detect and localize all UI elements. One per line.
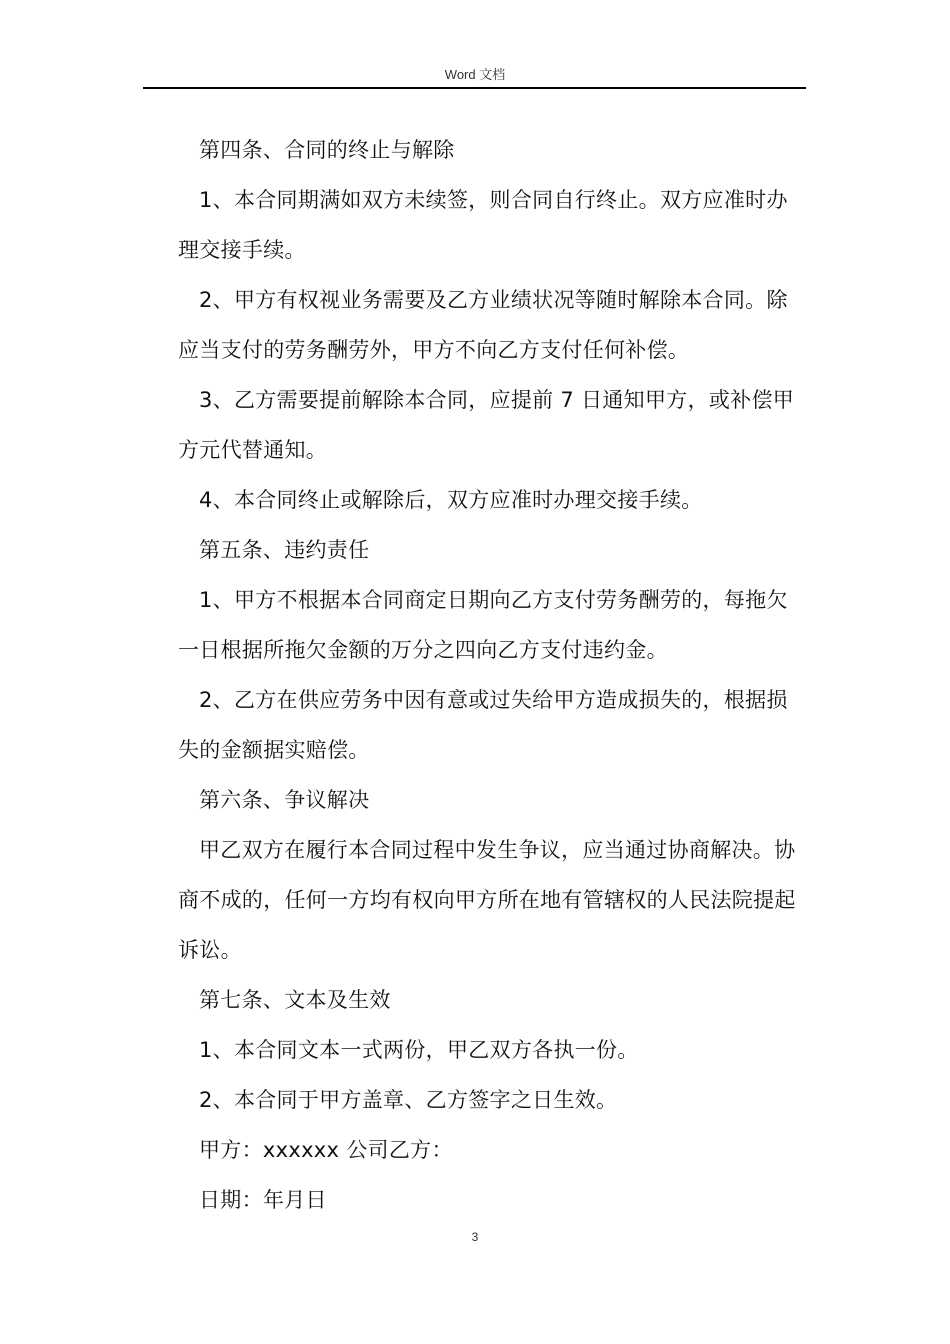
section-heading-liability: 第五条、违约责任 (199, 538, 370, 562)
page-header-title: Word 文档 (444, 67, 506, 82)
section-heading-dispute: 第六条、争议解决 (199, 788, 370, 812)
page-number: 3 (471, 1230, 479, 1244)
header-divider (143, 87, 806, 89)
clause-paragraph: 2、乙方在供应劳务中因有意或过失给甲方造成损失的，根据损失的金额据实赔偿。 (178, 688, 788, 762)
signature-line: 甲方：xxxxxx 公司乙方： (199, 1138, 453, 1162)
clause-paragraph: 3、乙方需要提前解除本合同，应提前 7 日通知甲方，或补偿甲方元代替通知。 (178, 388, 795, 462)
clause-paragraph: 1、本合同期满如双方未续签，则合同自行终止。双方应准时办理交接手续。 (178, 188, 788, 262)
date-line: 日期：年月日 (199, 1188, 327, 1212)
section-heading-text-effect: 第七条、文本及生效 (199, 988, 391, 1012)
clause-paragraph: 4、本合同终止或解除后，双方应准时办理交接手续。 (199, 488, 703, 512)
clause-paragraph: 1、本合同文本一式两份，甲乙双方各执一份。 (199, 1038, 639, 1062)
document-body (178, 125, 808, 1225)
clause-paragraph: 2、本合同于甲方盖章、乙方签字之日生效。 (199, 1088, 618, 1112)
clause-paragraph: 甲乙双方在履行本合同过程中发生争议，应当通过协商解决。协商不成的，任何一方均有权向甲方所在地有管辖权的人民法院提起诉讼。 (178, 838, 796, 962)
section-heading-termination: 第四条、合同的终止与解除 (199, 138, 455, 162)
clause-paragraph: 1、甲方不根据本合同商定日期向乙方支付劳务酬劳的，每拖欠一日根据所拖欠金额的万分之四向乙方支付违约金。 (178, 588, 788, 662)
clause-paragraph: 2、甲方有权视业务需要及乙方业绩状况等随时解除本合同。除应当支付的劳务酬劳外，甲方不向乙方支付任何补偿。 (178, 288, 788, 362)
